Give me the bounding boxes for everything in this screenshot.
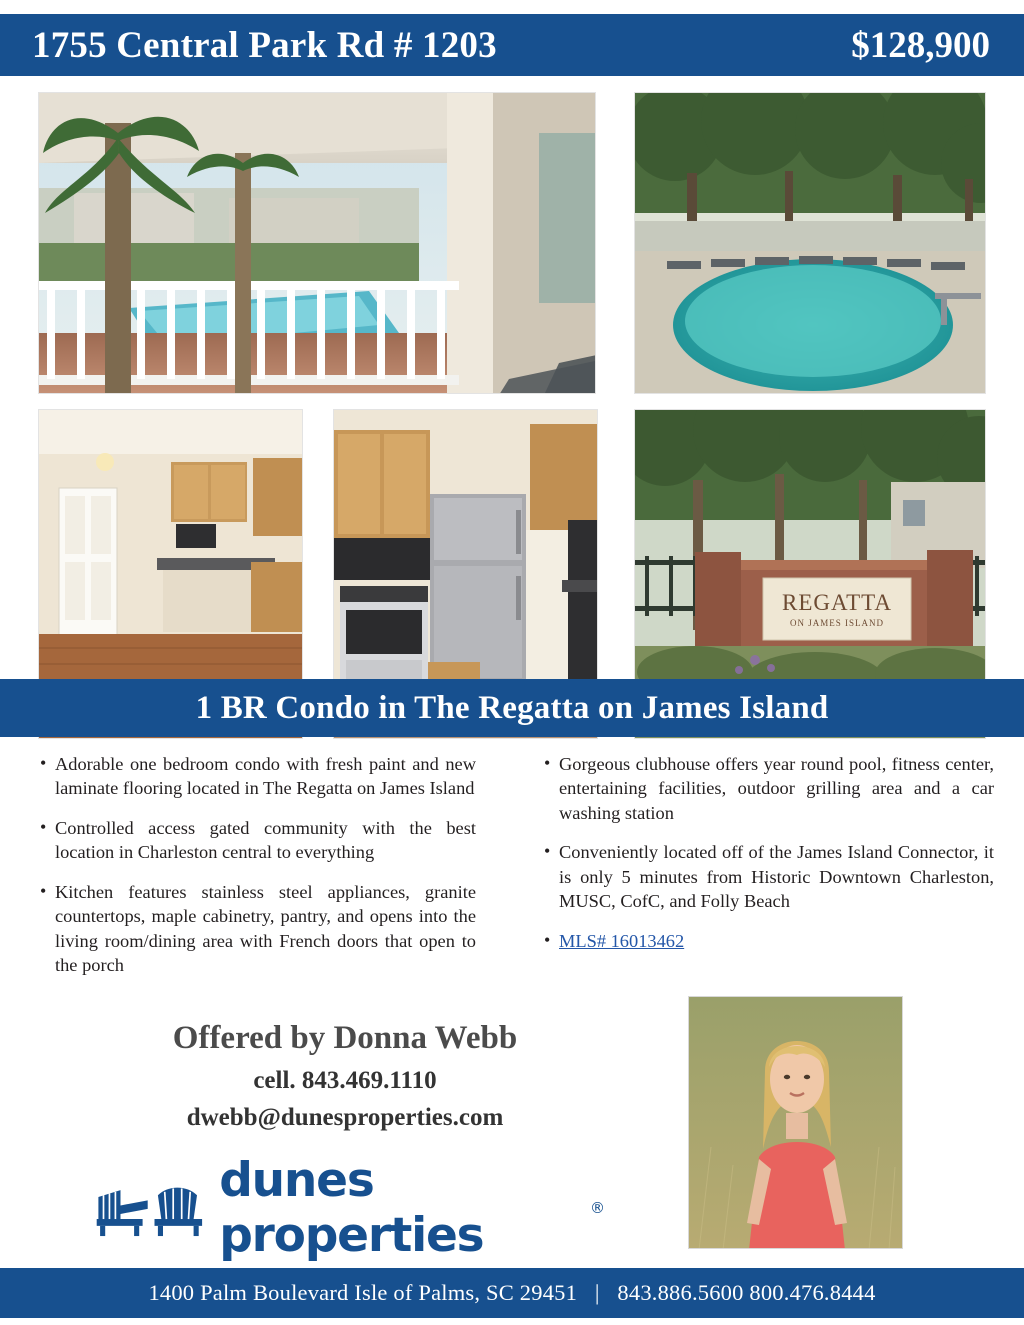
logo-wordmark: dunes properties — [219, 1153, 484, 1263]
property-address: 1755 Central Park Rd # 1203 — [32, 24, 497, 66]
bullet-icon: • — [40, 753, 47, 773]
feature-lists — [0, 752, 1024, 992]
property-price: $128,900 — [851, 24, 990, 66]
footer-separator: | — [594, 1280, 600, 1305]
list-item — [542, 840, 994, 913]
agent-contact-block — [0, 1020, 690, 1132]
bullet-icon: • — [544, 929, 551, 950]
agent-email: dwebb@dunesproperties.com — [186, 1104, 504, 1131]
porch-photo — [38, 92, 596, 394]
community-pool-photo — [634, 92, 986, 394]
porch-photo-image — [39, 93, 596, 394]
agent-photo — [688, 996, 903, 1249]
listing-title: 1 BR Condo in The Regatta on James Island — [195, 689, 829, 726]
feature-text: Controlled access gated community with the best location in Charleston central to everything — [55, 817, 476, 863]
mls-link[interactable]: MLS# 16013462 — [559, 930, 685, 951]
bullet-icon: • — [544, 841, 551, 862]
photo-gallery — [0, 76, 1024, 676]
feature-text: Kitchen features stainless steel appliances, granite countertops, maple cabinetry, pantry, and opens into the living room/dining area with French doors that open to the porch — [55, 881, 476, 976]
bullet-icon: • — [40, 880, 47, 901]
list-item — [38, 880, 476, 978]
office-address: 1400 Palm Boulevard Isle of Palms, SC 29451 — [148, 1280, 578, 1305]
list-item — [38, 752, 476, 801]
agent-photo-image — [689, 997, 903, 1249]
header-bar — [0, 14, 1024, 76]
list-item — [542, 929, 994, 953]
svg-text:REGATTA: REGATTA — [782, 590, 892, 615]
bullet-icon: • — [544, 753, 551, 773]
feature-text: Conveniently located off of the James Island Connector, it is only 5 minutes from Historic Downtown Charleston, MUSC, CofC, and Folly Beach — [559, 842, 994, 912]
dunes-properties-logo — [95, 1153, 605, 1263]
feature-text: Adorable one bedroom condo with fresh paint and new laminate flooring located in The Regatta on James Island — [55, 754, 476, 799]
list-item — [38, 816, 476, 865]
office-phones: 843.886.5600 800.476.8444 — [617, 1280, 876, 1305]
feature-column-right — [512, 752, 1024, 992]
adirondack-chairs-icon — [95, 1175, 207, 1241]
svg-text:ON JAMES ISLAND: ON JAMES ISLAND — [789, 618, 885, 628]
list-item — [542, 752, 994, 825]
footer-content — [148, 1280, 875, 1306]
listing-title-bar — [0, 679, 1024, 737]
community-pool-photo-image — [635, 93, 986, 394]
registered-trademark-icon: ® — [590, 1199, 605, 1217]
feature-column-left — [0, 752, 512, 992]
agent-name: Offered by Donna Webb — [172, 1020, 518, 1056]
feature-text: Gorgeous clubhouse offers year round pool, fitness center, entertaining facilities, outdoor grilling area and a car washing station — [559, 754, 994, 823]
footer-bar — [0, 1268, 1024, 1318]
agent-phone: cell. 843.469.1110 — [253, 1067, 437, 1094]
bullet-icon: • — [40, 816, 47, 837]
